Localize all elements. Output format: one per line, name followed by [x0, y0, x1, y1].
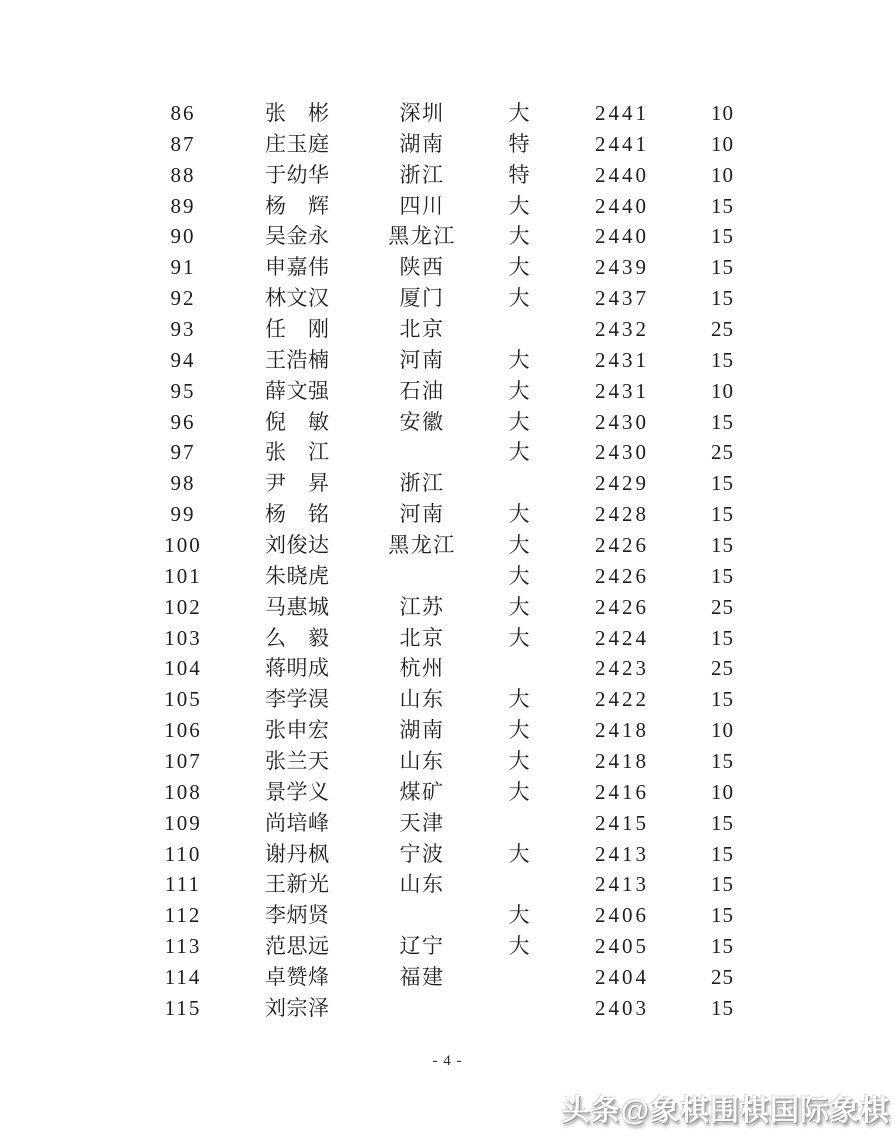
- k-cell: 10: [711, 718, 734, 743]
- k-cell: 10: [711, 779, 734, 804]
- rank-cell: 90: [170, 224, 196, 249]
- k-cell: 15: [711, 409, 734, 434]
- k-cell: 25: [711, 440, 734, 465]
- region-cell: 河南: [399, 502, 445, 527]
- rating-cell: 2441: [595, 100, 649, 125]
- k-cell: 15: [711, 841, 734, 866]
- table-row: [133, 407, 755, 438]
- name-cell: 李学淏: [265, 687, 330, 712]
- rating-cell: 2440: [595, 162, 649, 187]
- name-cell: 薛文强: [265, 378, 330, 403]
- table-row: [133, 993, 755, 1024]
- rating-cell: 2426: [595, 594, 649, 619]
- rank-cell: 108: [164, 779, 202, 804]
- region-cell: 天津: [399, 810, 445, 835]
- k-cell: 15: [711, 563, 734, 588]
- rank-cell: 101: [164, 563, 202, 588]
- name-cell: 庄玉庭: [265, 131, 330, 156]
- table-row: [133, 129, 755, 160]
- k-cell: 15: [711, 502, 734, 527]
- name-cell: 张兰天: [265, 748, 330, 773]
- rank-cell: 105: [164, 687, 202, 712]
- k-cell: 10: [711, 100, 734, 125]
- k-cell: 15: [711, 347, 734, 372]
- rating-cell: 2413: [595, 872, 649, 897]
- table-row: [133, 376, 755, 407]
- table-row: [133, 314, 755, 345]
- title-cell: 大: [508, 748, 530, 773]
- k-cell: 25: [711, 316, 734, 341]
- rank-cell: 110: [164, 841, 202, 866]
- region-cell: 厦门: [399, 286, 445, 311]
- title-cell: 大: [508, 440, 530, 465]
- k-cell: 15: [711, 224, 734, 249]
- k-cell: 15: [711, 995, 734, 1020]
- rating-cell: 2426: [595, 532, 649, 557]
- rank-cell: 91: [170, 255, 196, 280]
- title-cell: 大: [508, 563, 530, 588]
- title-cell: 大: [508, 347, 530, 372]
- name-cell: 李炳贤: [265, 903, 330, 928]
- region-cell: 深圳: [399, 100, 445, 125]
- k-cell: 15: [711, 625, 734, 650]
- region-cell: 湖南: [399, 718, 445, 743]
- toutiao-watermark: 头条@象棋围棋国际象棋: [560, 1095, 890, 1127]
- name-cell: 任 刚: [265, 316, 330, 341]
- rank-cell: 94: [170, 347, 196, 372]
- table-row: [133, 191, 755, 222]
- table-row: [133, 839, 755, 870]
- rank-cell: 88: [170, 162, 196, 187]
- title-cell: 大: [508, 625, 530, 650]
- table-row: [133, 962, 755, 993]
- region-cell: 山东: [399, 687, 445, 712]
- name-cell: 范思远: [265, 934, 330, 959]
- name-cell: 王新光: [265, 872, 330, 897]
- rating-cell: 2432: [595, 316, 649, 341]
- title-cell: 特: [508, 162, 530, 187]
- region-cell: 北京: [399, 316, 445, 341]
- title-cell: 大: [508, 594, 530, 619]
- title-cell: 大: [508, 286, 530, 311]
- rating-cell: 2415: [595, 810, 649, 835]
- rank-cell: 89: [170, 193, 196, 218]
- rank-cell: 112: [164, 903, 202, 928]
- region-cell: 山东: [399, 872, 445, 897]
- rating-cell: 2405: [595, 934, 649, 959]
- region-cell: 浙江: [399, 471, 445, 496]
- rating-cell: 2430: [595, 409, 649, 434]
- title-cell: 大: [508, 903, 530, 928]
- region-cell: 河南: [399, 347, 445, 372]
- table-row: [133, 221, 755, 252]
- rating-cell: 2431: [595, 378, 649, 403]
- rating-cell: 2423: [595, 656, 649, 681]
- rating-cell: 2426: [595, 563, 649, 588]
- table-row: [133, 623, 755, 654]
- rank-cell: 87: [170, 131, 196, 156]
- name-cell: 刘俊达: [265, 532, 330, 557]
- name-cell: 申嘉伟: [265, 255, 330, 280]
- k-cell: 15: [711, 748, 734, 773]
- table-row: [133, 437, 755, 468]
- rating-cell: 2403: [595, 995, 649, 1020]
- region-cell: 辽宁: [399, 934, 445, 959]
- title-cell: 大: [508, 255, 530, 280]
- rank-cell: 114: [164, 964, 202, 989]
- title-cell: 大: [508, 193, 530, 218]
- rank-cell: 107: [164, 748, 202, 773]
- name-cell: 倪 敏: [265, 409, 330, 434]
- k-cell: 25: [711, 594, 734, 619]
- title-cell: 大: [508, 934, 530, 959]
- name-cell: 杨 铭: [265, 502, 330, 527]
- rank-cell: 113: [164, 934, 202, 959]
- rank-cell: 97: [170, 440, 196, 465]
- k-cell: 15: [711, 255, 734, 280]
- region-cell: 黑龙江: [388, 224, 456, 249]
- table-row: [133, 468, 755, 499]
- k-cell: 15: [711, 903, 734, 928]
- k-cell: 15: [711, 934, 734, 959]
- region-cell: 福建: [399, 964, 445, 989]
- rank-cell: 100: [164, 532, 202, 557]
- region-cell: 宁波: [399, 841, 445, 866]
- rank-cell: 104: [164, 656, 202, 681]
- rating-cell: 2431: [595, 347, 649, 372]
- table-row: [133, 684, 755, 715]
- name-cell: 刘宗泽: [265, 995, 330, 1020]
- ratings-table: [133, 98, 755, 1024]
- k-cell: 15: [711, 810, 734, 835]
- k-cell: 10: [711, 131, 734, 156]
- region-cell: 浙江: [399, 162, 445, 187]
- table-row: [133, 530, 755, 561]
- table-row: [133, 746, 755, 777]
- rating-cell: 2428: [595, 502, 649, 527]
- region-cell: 陕西: [399, 255, 445, 280]
- rating-cell: 2416: [595, 779, 649, 804]
- k-cell: 15: [711, 687, 734, 712]
- k-cell: 15: [711, 471, 734, 496]
- name-cell: 尚培峰: [265, 810, 330, 835]
- k-cell: 25: [711, 656, 734, 681]
- rank-cell: 111: [165, 872, 201, 897]
- rating-cell: 2440: [595, 224, 649, 249]
- table-row: [133, 869, 755, 900]
- title-cell: 大: [508, 779, 530, 804]
- k-cell: 25: [711, 964, 734, 989]
- rating-cell: 2424: [595, 625, 649, 650]
- rating-cell: 2418: [595, 748, 649, 773]
- rank-cell: 99: [170, 502, 196, 527]
- name-cell: 于幼华: [265, 162, 330, 187]
- rating-cell: 2441: [595, 131, 649, 156]
- rating-cell: 2404: [595, 964, 649, 989]
- rating-cell: 2437: [595, 286, 649, 311]
- table-row: [133, 653, 755, 684]
- page-number: - 4 -: [432, 1053, 463, 1069]
- title-cell: 大: [508, 687, 530, 712]
- title-cell: 特: [508, 131, 530, 156]
- rank-cell: 106: [164, 718, 202, 743]
- name-cell: 朱晓虎: [265, 563, 330, 588]
- name-cell: 张 江: [265, 440, 330, 465]
- k-cell: 15: [711, 193, 734, 218]
- title-cell: 大: [508, 100, 530, 125]
- rank-cell: 115: [164, 995, 202, 1020]
- region-cell: 煤矿: [399, 779, 445, 804]
- name-cell: 景学义: [265, 779, 330, 804]
- k-cell: 15: [711, 872, 734, 897]
- name-cell: 卓赞烽: [265, 964, 330, 989]
- title-cell: 大: [508, 532, 530, 557]
- table-row: [133, 715, 755, 746]
- title-cell: 大: [508, 841, 530, 866]
- region-cell: 安徽: [399, 409, 445, 434]
- rank-cell: 95: [170, 378, 196, 403]
- rank-cell: 92: [170, 286, 196, 311]
- rank-cell: 102: [164, 594, 202, 619]
- table-row: [133, 561, 755, 592]
- title-cell: 大: [508, 378, 530, 403]
- table-row: [133, 160, 755, 191]
- table-row: [133, 592, 755, 623]
- region-cell: 山东: [399, 748, 445, 773]
- rating-cell: 2406: [595, 903, 649, 928]
- k-cell: 15: [711, 532, 734, 557]
- region-cell: 石油: [399, 378, 445, 403]
- table-row: [133, 252, 755, 283]
- name-cell: 张申宏: [265, 718, 330, 743]
- k-cell: 10: [711, 162, 734, 187]
- title-cell: 大: [508, 502, 530, 527]
- rating-cell: 2440: [595, 193, 649, 218]
- region-cell: 湖南: [399, 131, 445, 156]
- name-cell: 吴金永: [265, 224, 330, 249]
- table-row: [133, 808, 755, 839]
- table-row: [133, 931, 755, 962]
- rank-cell: 98: [170, 471, 196, 496]
- region-cell: 黑龙江: [388, 532, 456, 557]
- rating-cell: 2439: [595, 255, 649, 280]
- title-cell: 大: [508, 409, 530, 434]
- name-cell: 谢丹枫: [265, 841, 330, 866]
- name-cell: 尹 昇: [265, 471, 330, 496]
- name-cell: 杨 辉: [265, 193, 330, 218]
- rating-cell: 2418: [595, 718, 649, 743]
- rating-cell: 2413: [595, 841, 649, 866]
- rating-cell: 2429: [595, 471, 649, 496]
- rating-cell: 2422: [595, 687, 649, 712]
- name-cell: 王浩楠: [265, 347, 330, 372]
- rank-cell: 96: [170, 409, 196, 434]
- rank-cell: 93: [170, 316, 196, 341]
- rank-cell: 109: [164, 810, 202, 835]
- region-cell: 杭州: [399, 656, 445, 681]
- table-row: [133, 900, 755, 931]
- title-cell: 大: [508, 224, 530, 249]
- table-row: [133, 98, 755, 129]
- rank-cell: 103: [164, 625, 202, 650]
- region-cell: 四川: [399, 193, 445, 218]
- name-cell: 马惠城: [265, 594, 330, 619]
- table-row: [133, 283, 755, 314]
- k-cell: 15: [711, 286, 734, 311]
- rank-cell: 86: [170, 100, 196, 125]
- name-cell: 林文汉: [265, 286, 330, 311]
- name-cell: 么 毅: [265, 625, 330, 650]
- region-cell: 北京: [399, 625, 445, 650]
- table-row: [133, 345, 755, 376]
- region-cell: 江苏: [399, 594, 445, 619]
- table-row: [133, 499, 755, 530]
- title-cell: 大: [508, 718, 530, 743]
- name-cell: 张 彬: [265, 100, 330, 125]
- k-cell: 10: [711, 378, 734, 403]
- name-cell: 蒋明成: [265, 656, 330, 681]
- rating-cell: 2430: [595, 440, 649, 465]
- table-row: [133, 777, 755, 808]
